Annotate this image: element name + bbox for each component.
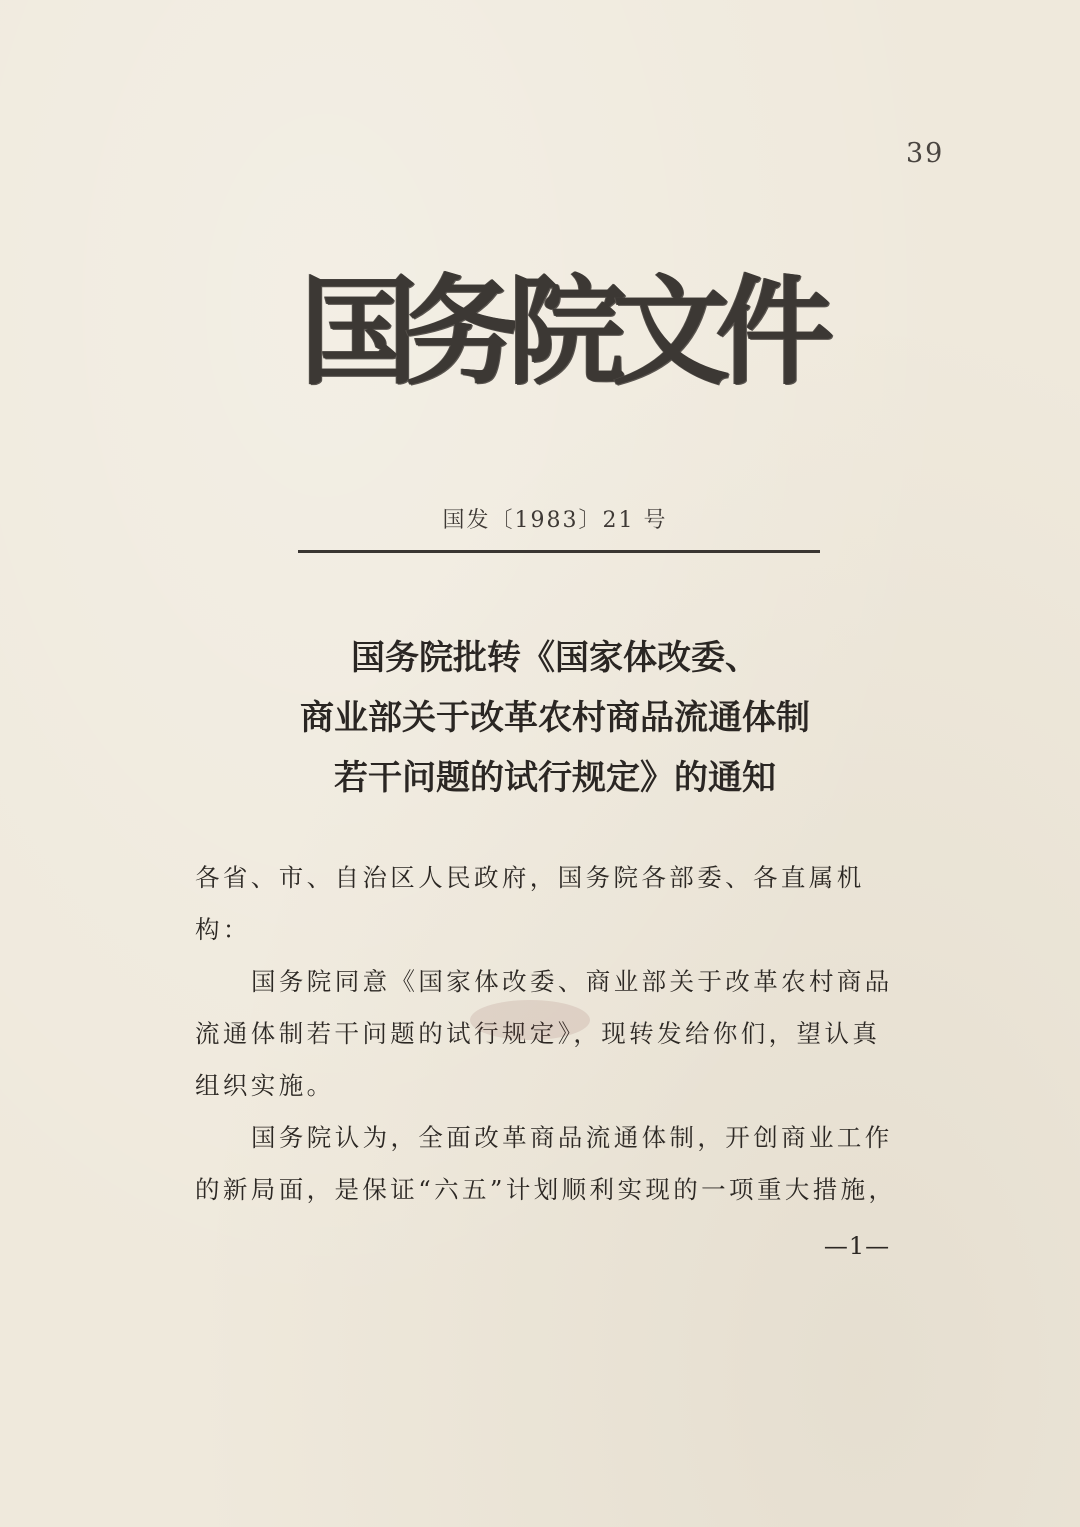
masthead-char: 文 [612,263,731,401]
paragraph-line: 流通体制若干问题的试行规定》，现转发给你们，望认真 [195,1019,881,1048]
masthead [300,262,835,402]
masthead-char: 院 [508,263,627,401]
document-title [200,628,910,808]
masthead-char: 件 [716,263,835,401]
header-divider [298,550,820,553]
title-line: 商业部关于改革农村商品流通体制 [300,698,810,738]
title-line: 若干问题的试行规定》的通知 [334,758,776,798]
ink-smudge [470,1000,590,1040]
paragraph-line: 国务院认为，全面改革商品流通体制，开创商业工作 [251,1123,893,1152]
addressee-line: 各省、市、自治区人民政府，国务院各部委、各直属机 [195,863,865,892]
paragraph-line: 的新局面，是保证“六五”计划顺利实现的一项重大措施， [195,1175,897,1204]
addressee-line: 构： [195,915,251,944]
page-number: —1— [823,1232,891,1260]
masthead-char: 务 [404,263,523,401]
document-number: 国发〔1983〕21 号 [442,508,668,533]
paragraph-line: 组织实施。 [195,1071,335,1100]
paragraph-line: 国务院同意《国家体改委、商业部关于改革农村商品 [251,967,893,996]
archive-page-number: 39 [906,138,945,169]
title-line: 国务院批转《国家体改委、 [351,638,759,678]
masthead-char: 国 [300,263,419,401]
